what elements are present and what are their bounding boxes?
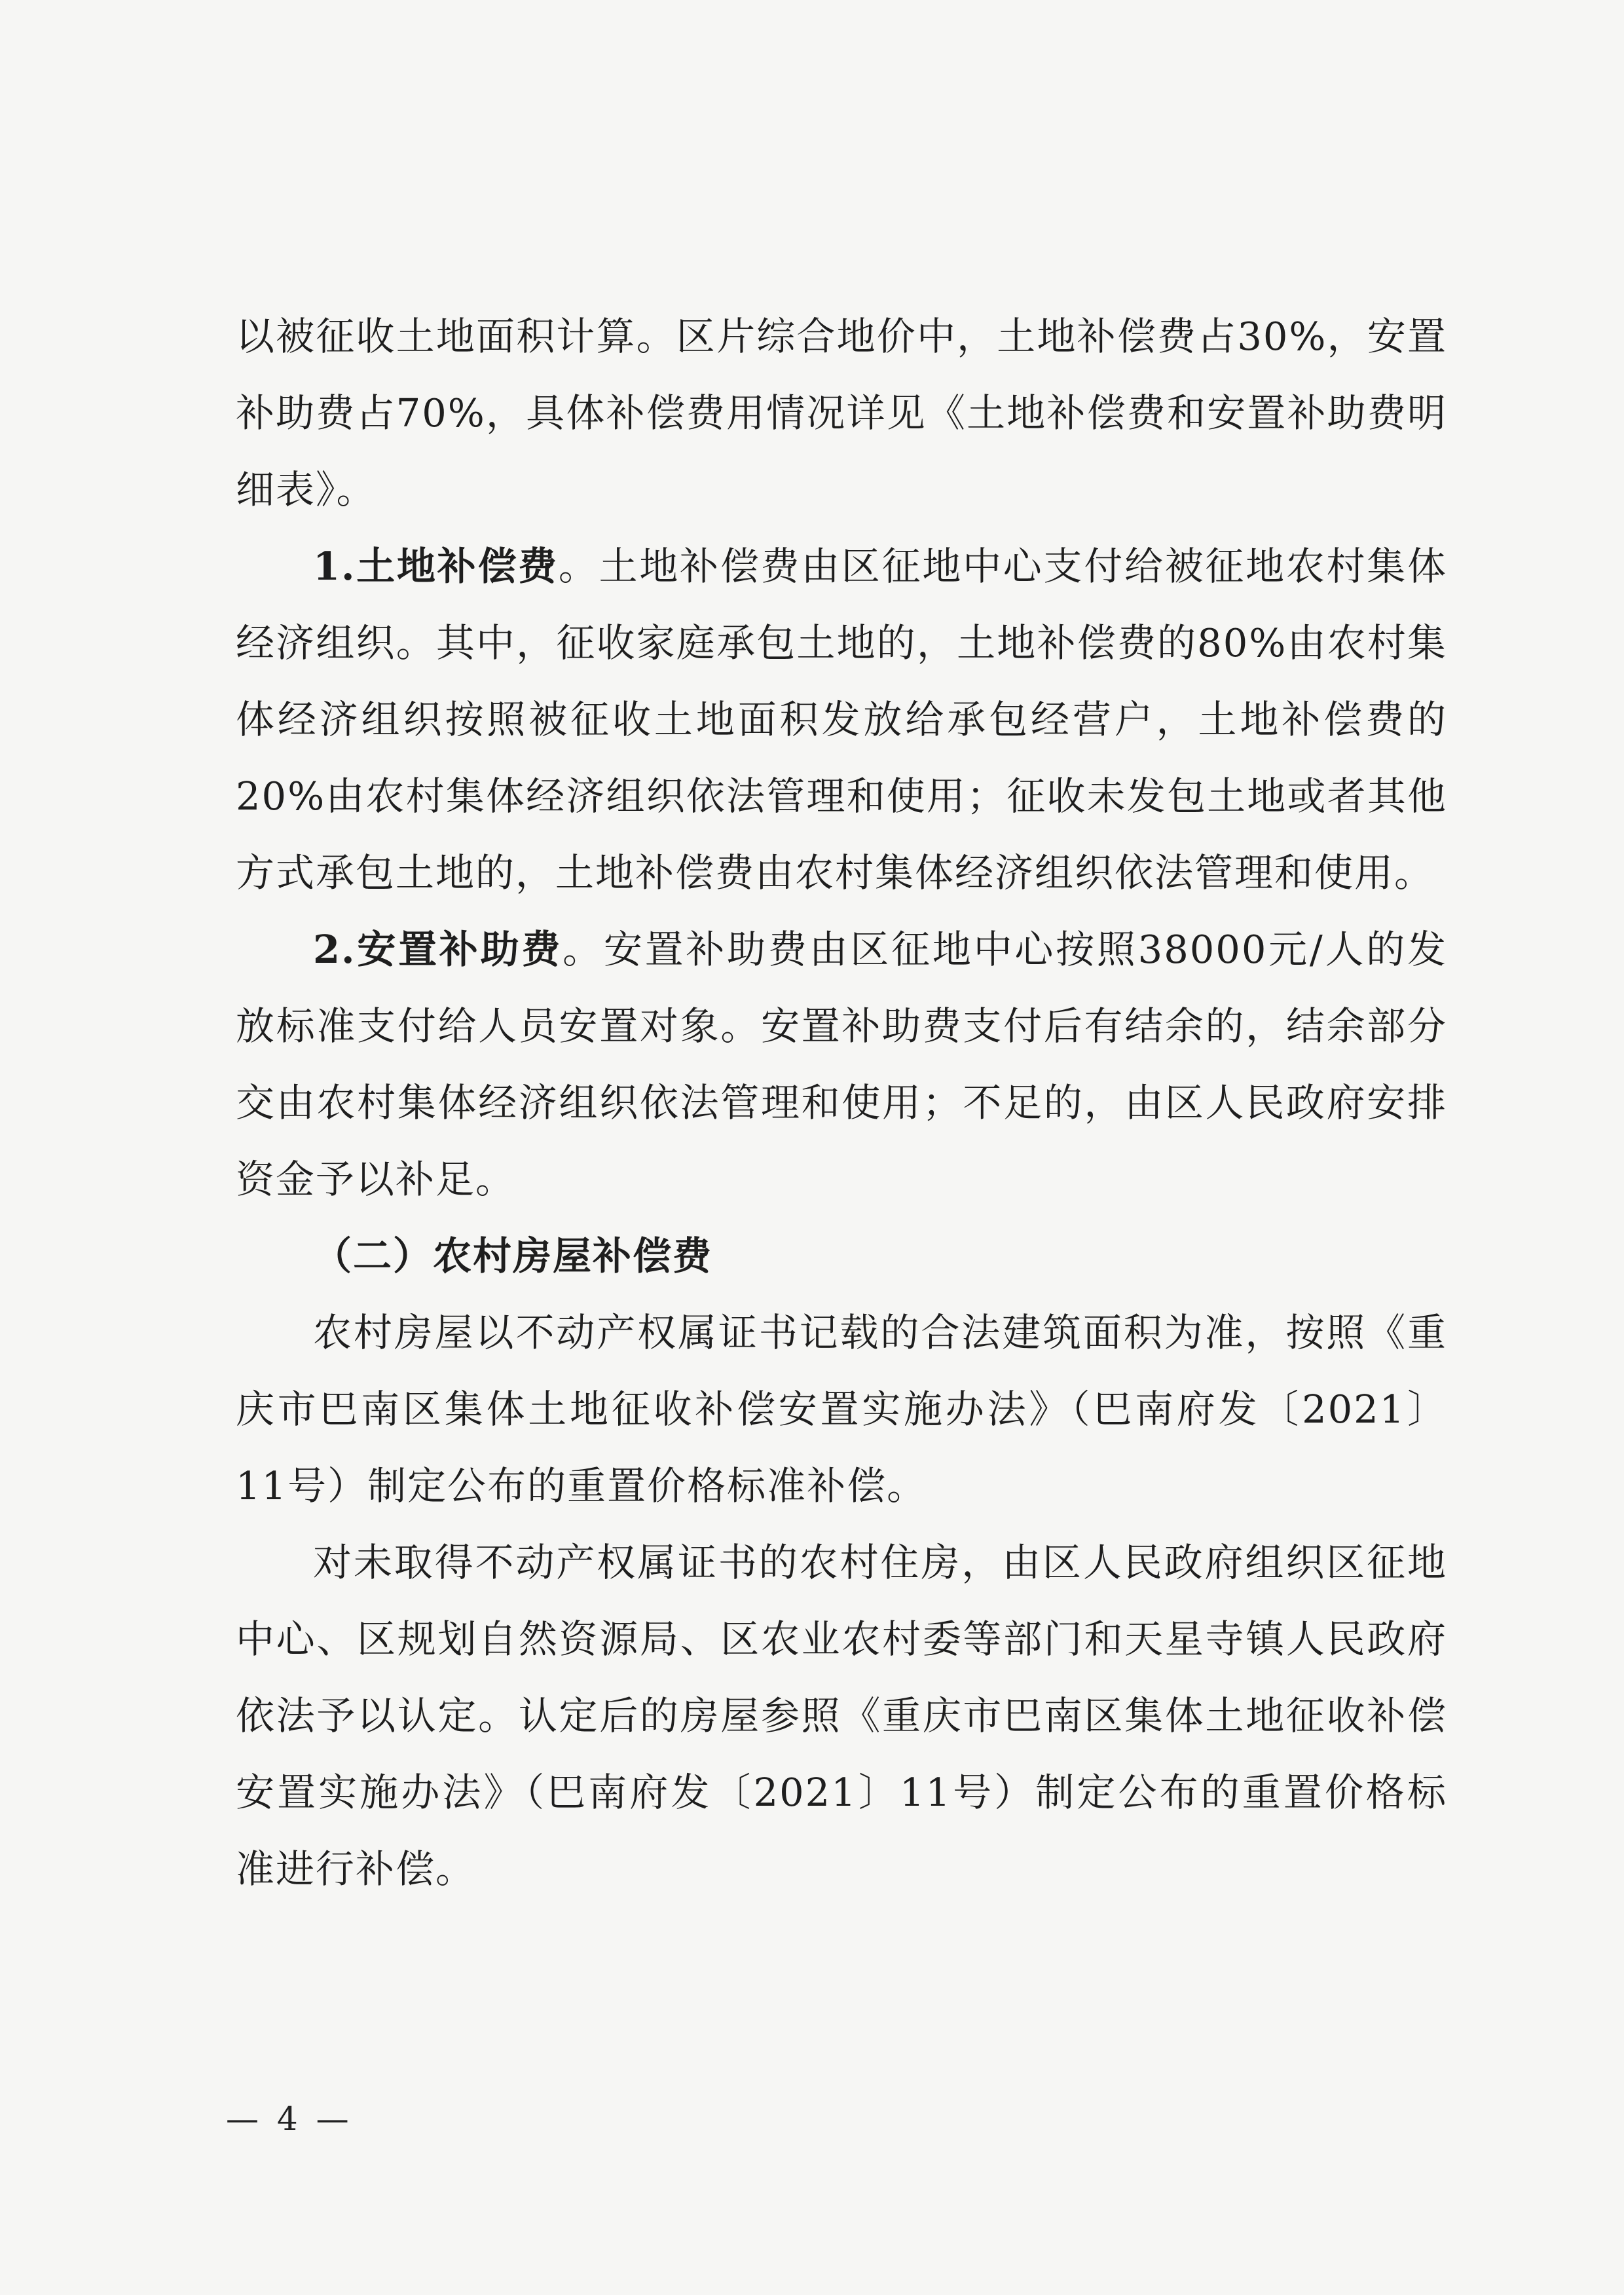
section-heading-rural-housing: （二）农村房屋补偿费	[313, 1233, 713, 1278]
paragraph-resettlement-subsidy	[236, 911, 1447, 1218]
resettlement-subsidy-body: 。安置补助费由区征地中心按照38000元/人的发放标准支付给人员安置对象。安置补助费支付后有结余的，结余部分交由农村集体经济组织依法管理和使用；不足的，由区人民政府安排资金予以补足。	[236, 927, 1448, 1202]
paragraph-land-area: 以被征收土地面积计算。区片综合地价中，土地补偿费占30%，安置补助费占70%，具体补偿费用情况详见《土地补偿费和安置补助费明细表》。	[236, 314, 1447, 512]
land-compensation-body: 。土地补偿费由区征地中心支付给被征地农村集体经济组织。其中，征收家庭承包土地的，土地补偿费的80%由农村集体经济组织按照被征收土地面积发放给承包经营户，土地补偿费的20%由农村集体经济组织依法管理和使用；征收未发包土地或者其他方式承包土地的，土地补偿费由农村集体经济组织依法管理和使用。	[236, 544, 1447, 895]
paragraph-rural-housing-standard: 农村房屋以不动产权属证书记载的合法建筑面积为准，按照《重庆市巴南区集体土地征收补偿安置实施办法》（巴南府发〔2021〕11号）制定公布的重置价格标准补偿。	[236, 1310, 1447, 1508]
land-compensation-title: 1.土地补偿费	[313, 544, 559, 589]
paragraph-land-compensation	[236, 528, 1447, 911]
document-body	[236, 298, 1447, 1907]
page-number: — 4 —	[226, 2100, 353, 2138]
paragraph-unregistered-housing: 对未取得不动产权属证书的农村住房，由区人民政府组织区征地中心、区规划自然资源局、区农业农村委等部门和天星寺镇人民政府依法予以认定。认定后的房屋参照《重庆市巴南区集体土地征收补偿安置实施办法》（巴南府发〔2021〕11号）制定公布的重置价格标准进行补偿。	[236, 1540, 1447, 1892]
resettlement-subsidy-title: 2.安置补助费	[313, 927, 563, 972]
